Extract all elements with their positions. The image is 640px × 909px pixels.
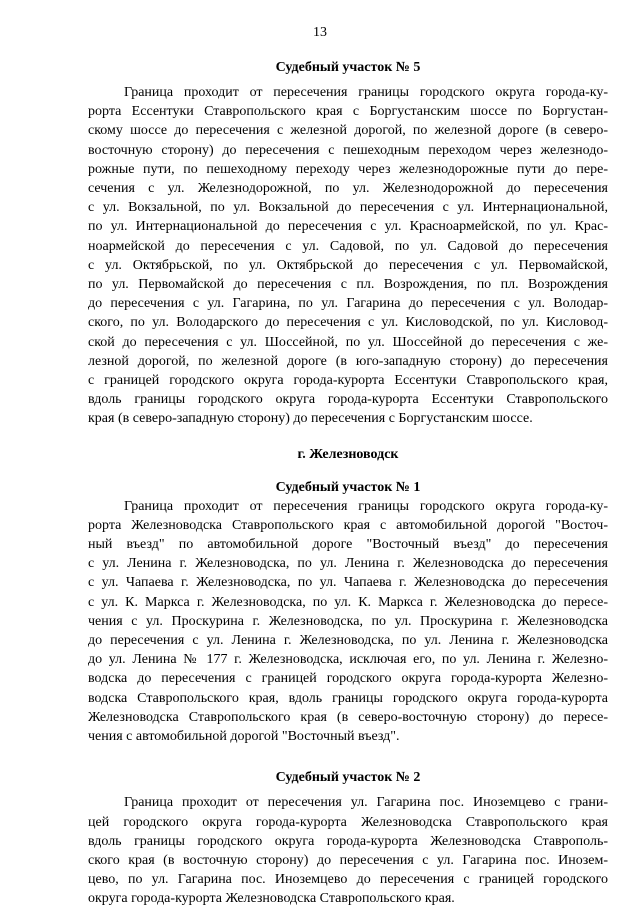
paragraph-line: водска Ставропольского края, вдоль границы городского округа города-курорта	[88, 690, 608, 706]
section-paragraph	[88, 83, 608, 429]
section-court-1	[88, 478, 608, 747]
paragraph-line: рорта Железноводска Ставропольского края с автомобильной дорогой "Восточ-	[88, 517, 608, 533]
paragraph-line: округа города-курорта Железноводска Ставропольского края.	[88, 891, 455, 907]
section-court-2	[88, 768, 608, 908]
paragraph-line: вдоль границы городского округа города-курорта Железноводска Ставрополь-	[88, 833, 608, 849]
paragraph-line: ской до пересечения с ул. Шоссейной, по ул. Шоссейной до пересечения с же-	[88, 334, 608, 350]
paragraph-line: Граница проходит от пересечения границы городского округа города-ку-	[124, 498, 608, 514]
section-heading: Судебный участок № 5	[275, 60, 421, 75]
paragraph-line: Железноводска Ставропольского края (в северо-восточную сторону) до пересе-	[88, 709, 608, 725]
paragraph-line: скому шоссе до пересечения с железной дорогой, по железной дороге (в северо-	[88, 123, 608, 139]
paragraph-line: до пересечения с ул. Гагарина, по ул. Гагарина до пересечения с ул. Володар-	[88, 296, 608, 312]
section-city-zheleznovodsk	[88, 445, 608, 464]
paragraph-line: с ул. Чапаева г. Железноводска, по ул. Чапаева г. Железноводска до пересечения	[88, 575, 608, 591]
paragraph-line: до пересечения с ул. Ленина г. Железноводска, по ул. Ленина г. Железноводска	[88, 633, 608, 649]
paragraph-line: до ул. Ленина № 177 г. Железноводска, исключая его, по ул. Ленина г. Железно-	[88, 652, 608, 668]
document-content	[88, 58, 608, 909]
paragraph-line: по ул. Первомайской до пересечения с пл. Возрождения, по пл. Возрождения	[88, 277, 608, 293]
city-heading: г. Железноводск	[297, 446, 399, 462]
paragraph-line: лезной дорогой, по железной дороге (в юго-западную сторону) до пересечения	[88, 353, 608, 369]
paragraph-line: рожные пути, по пешеходному переходу через железнодорожные пути до пере-	[88, 161, 608, 177]
paragraph-line: с ул. Октябрьской, по ул. Октябрьской до пересечения с ул. Первомайской,	[88, 257, 608, 273]
paragraph-line: рорта Ессентуки Ставропольского края с Боргустанским шоссе по Боргустан-	[88, 104, 608, 120]
paragraph-line: ского края (в восточную сторону) до пересечения с ул. Гагарина пос. Инозем-	[88, 852, 608, 868]
paragraph-line: цево, по ул. Гагарина пос. Иноземцево до пересечения с границей городского	[88, 872, 608, 888]
paragraph-line: края (в северо-западную сторону) до пересечения с Боргустанским шоссе.	[88, 411, 533, 427]
paragraph-line: вдоль границы городского округа города-курорта Ессентуки Ставропольского	[88, 392, 608, 408]
paragraph-line: по ул. Интернациональной до пересечения с ул. Красноармейской, по ул. Крас-	[88, 219, 608, 235]
paragraph-line: восточную сторону) до пересечения с пешеходным переходом через железнодо-	[88, 142, 608, 158]
paragraph-line: с ул. Вокзальной, по ул. Вокзальной до пересечения с ул. Интернациональной,	[88, 200, 608, 216]
paragraph-line: Граница проходит от пересечения ул. Гагарина пос. Иноземцево с грани-	[124, 795, 608, 811]
paragraph-line: с ул. Ленина г. Железноводска, по ул. Ленина г. Железноводска до пересечения	[88, 556, 608, 572]
paragraph-line: с границей городского округа города-курорта Ессентуки Ставропольского края,	[88, 373, 608, 389]
paragraph-line: ского, по ул. Володарского до пересечения с ул. Кисловодской, по ул. Кисловод-	[88, 315, 608, 331]
section-heading: Судебный участок № 1	[275, 479, 421, 495]
section-paragraph	[88, 793, 608, 908]
paragraph-line: водска до пересечения с границей городского округа города-курорта Железно-	[88, 671, 608, 687]
paragraph-line: с ул. К. Маркса г. Железноводска, по ул. К. Маркса г. Железноводска до пересе-	[88, 594, 608, 610]
section-court-5	[88, 58, 608, 429]
paragraph-line: ный въезд" по автомобильной дороге "Восточный въезд" до пересечения	[88, 537, 608, 553]
paragraph-line: цей городского округа города-курорта Железноводска Ставропольского края	[88, 814, 608, 830]
section-paragraph	[88, 497, 608, 747]
page-number: 13	[313, 25, 327, 40]
paragraph-line: чения с автомобильной дорогой "Восточный въезд".	[88, 729, 400, 745]
paragraph-line: ноармейской до пересечения с ул. Садовой, по ул. Садовой до пересечения	[88, 238, 608, 254]
paragraph-line: Граница проходит от пересечения границы городского округа города-ку-	[124, 85, 608, 100]
section-heading: Судебный участок № 2	[275, 770, 421, 786]
paragraph-line: сечения с ул. Железнодорожной, по ул. Железнодорожной до пересечения	[88, 181, 608, 197]
paragraph-line: чения с ул. Проскурина г. Железноводска, по ул. Проскурина г. Железноводска	[88, 613, 608, 629]
